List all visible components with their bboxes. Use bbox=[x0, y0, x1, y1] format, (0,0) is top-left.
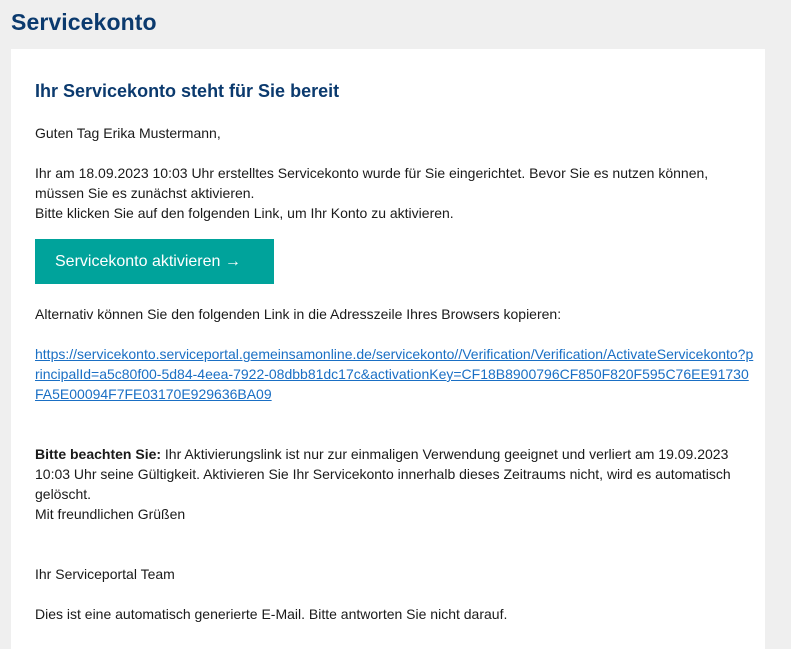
closing-text: Mit freundlichen Grüßen bbox=[35, 506, 186, 522]
signature: Ihr Serviceportal Team bbox=[35, 566, 175, 582]
brand-title: Servicekonto bbox=[11, 9, 157, 35]
email-card bbox=[11, 49, 765, 649]
intro-paragraph bbox=[35, 163, 741, 223]
activation-link[interactable]: https://servicekonto.serviceportal.gemeinsamonline.de/servicekonto//Verification/Verification/ActivateServicekonto?principalId=a5c80f00-5d84-4eea-7922-08dbb81dc17c&activationKey=CF18B8900796CF850F820F595C76EE91730FA5E00094F7FE03170E929636BA09 bbox=[35, 346, 754, 402]
email-heading: Ihr Servicekonto steht für Sie bereit bbox=[35, 81, 340, 101]
auto-generated-notice: Dies ist eine automatisch generierte E-Mail. Bitte antworten Sie nicht darauf. bbox=[35, 606, 508, 622]
greeting: Guten Tag Erika Mustermann, bbox=[35, 125, 221, 141]
intro-line-1: Ihr am 18.09.2023 10:03 Uhr erstelltes Servicekonto wurde für Sie eingerichtet. Bevor Sie es nutzen können, müssen Sie es zunächst aktivieren. bbox=[35, 165, 709, 201]
activate-servicekonto-button[interactable]: Servicekonto aktivieren → bbox=[35, 239, 274, 284]
notice-label: Bitte beachten Sie: bbox=[35, 446, 162, 462]
intro-line-2: Bitte klicken Sie auf den folgenden Link, um Ihr Konto zu aktivieren. bbox=[35, 205, 454, 221]
alternative-instructions: Alternativ können Sie den folgenden Link in die Adresszeile Ihres Browsers kopieren: bbox=[35, 306, 562, 322]
notice-paragraph bbox=[35, 444, 741, 504]
notice-text: Ihr Aktivierungslink ist nur zur einmaligen Verwendung geeignet und verliert am 19.09.2023 10:03 Uhr seine Gültigkeit. Aktivieren Sie Ihr Servicekonto innerhalb dieses Zeitraums nicht, wird es automatisch gelöscht. bbox=[35, 446, 731, 502]
